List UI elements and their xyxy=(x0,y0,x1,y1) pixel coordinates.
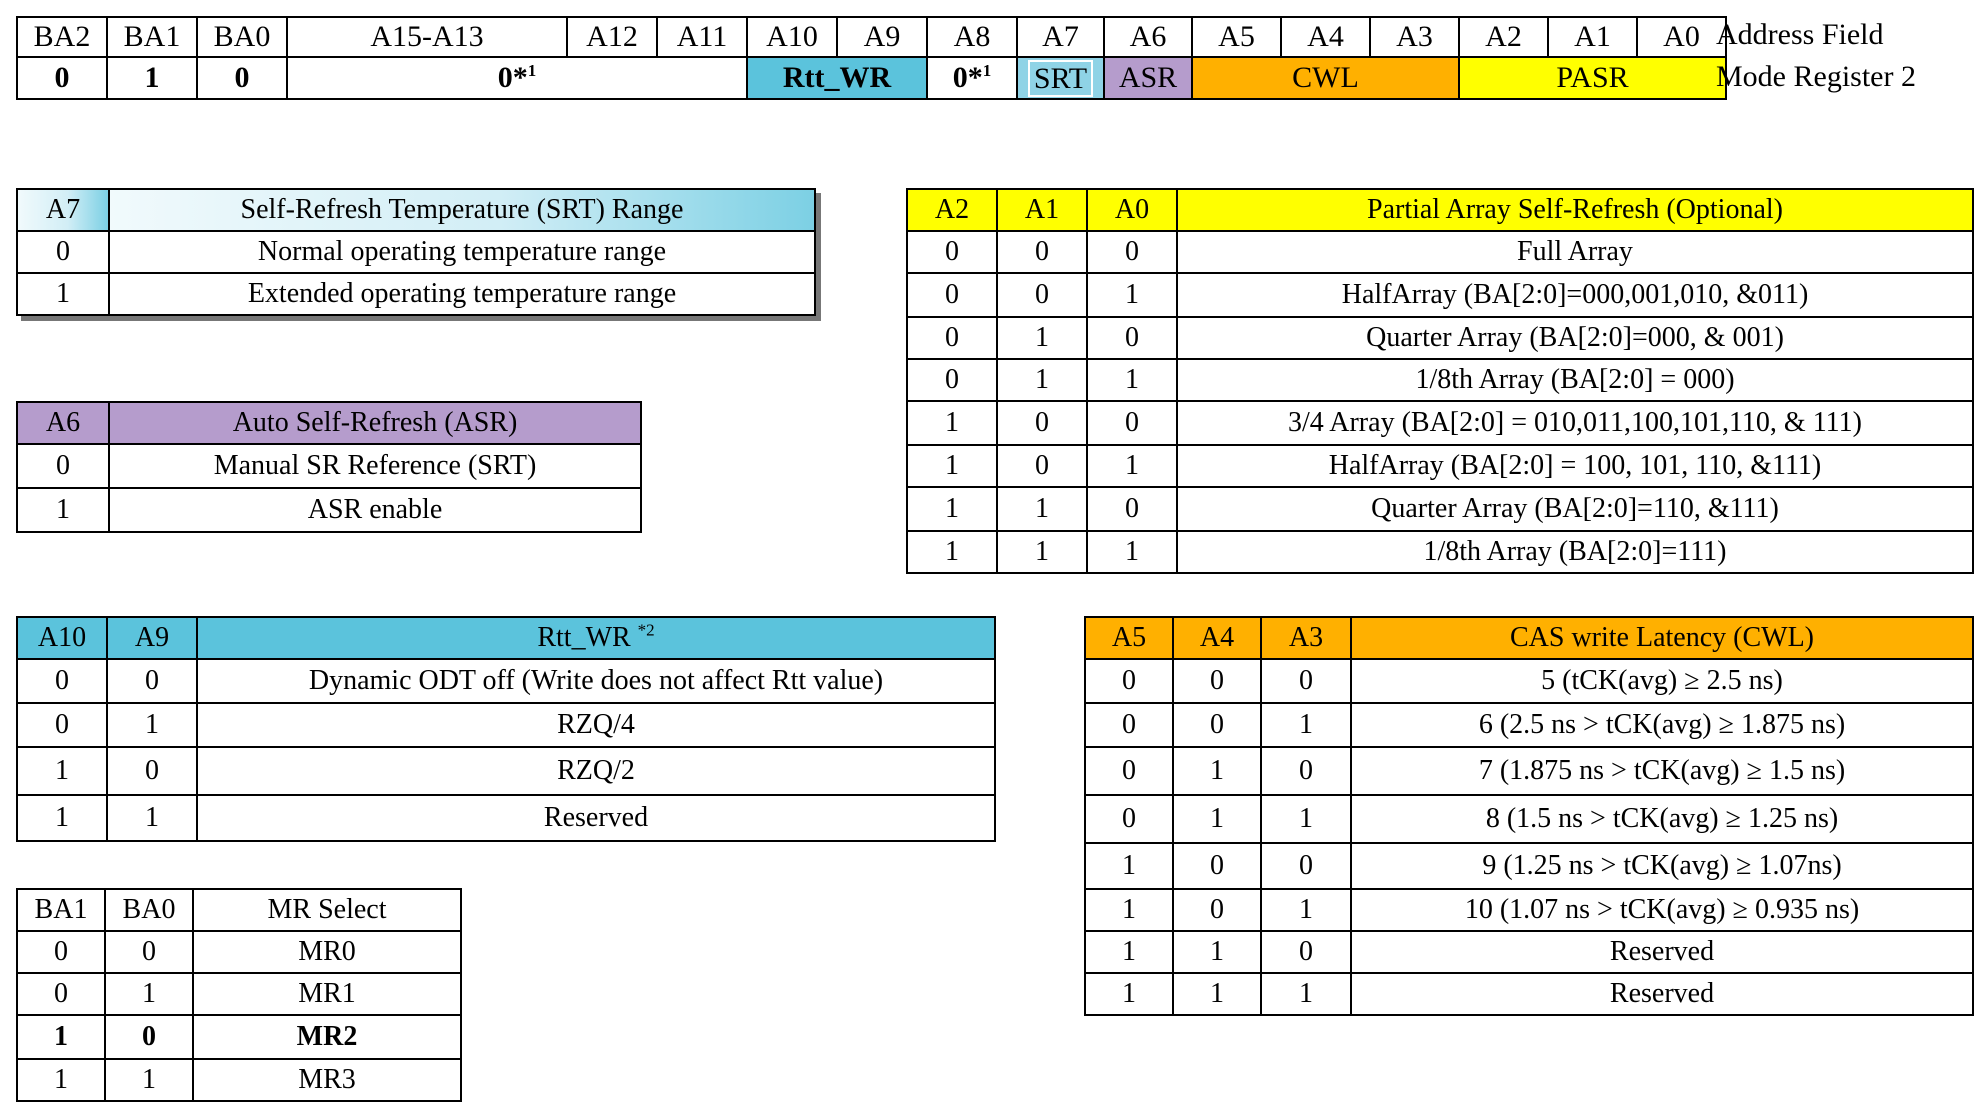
pasr-row-1-desc: HalfArray (BA[2:0]=000,001,010, &011) xyxy=(1177,273,1973,317)
value-pasr: PASR xyxy=(1459,57,1726,99)
srt-header-row xyxy=(17,189,815,231)
rtt-row-1-desc: RZQ/4 xyxy=(197,703,995,747)
table-row xyxy=(17,703,995,747)
table-row xyxy=(907,401,1973,445)
cwl-row-0-a3: 0 xyxy=(1261,659,1351,703)
header-a7: A7 xyxy=(1017,17,1104,57)
cwl-row-6-a4: 1 xyxy=(1173,931,1261,973)
srt-row-1-desc: Extended operating temperature range xyxy=(109,273,815,315)
rtt-header-row xyxy=(17,617,995,659)
table-row xyxy=(17,747,995,795)
cwl-row-2-a3: 0 xyxy=(1261,747,1351,795)
cwl-row-7-a5: 1 xyxy=(1085,973,1173,1015)
header-a10: A10 xyxy=(747,17,837,57)
pasr-header-a1: A1 xyxy=(997,189,1087,231)
pasr-row-1-a2: 0 xyxy=(907,273,997,317)
value-ba0: 0 xyxy=(197,57,287,99)
pasr-header-a2: A2 xyxy=(907,189,997,231)
table-row xyxy=(1085,889,1973,931)
asr-row-0-a6: 0 xyxy=(17,444,109,488)
cwl-row-6-desc: Reserved xyxy=(1351,931,1973,973)
pasr-header-title: Partial Array Self-Refresh (Optional) xyxy=(1177,189,1973,231)
header-a8: A8 xyxy=(927,17,1017,57)
header-ba0: BA0 xyxy=(197,17,287,57)
value-a15-a11-text: 0* xyxy=(497,61,528,94)
table-row xyxy=(17,931,461,973)
value-rtt-wr: Rtt_WR xyxy=(747,57,927,99)
cwl-row-0-desc: 5 (tCK(avg) ≥ 2.5 ns) xyxy=(1351,659,1973,703)
pasr-row-5-a2: 1 xyxy=(907,445,997,487)
rtt-header-a10: A10 xyxy=(17,617,107,659)
cwl-header-a3: A3 xyxy=(1261,617,1351,659)
pasr-row-2-a1: 1 xyxy=(997,317,1087,359)
pasr-row-6-a2: 1 xyxy=(907,487,997,531)
asr-row-0-desc: Manual SR Reference (SRT) xyxy=(109,444,641,488)
cwl-row-5-a4: 0 xyxy=(1173,889,1261,931)
rtt-row-2-desc: RZQ/2 xyxy=(197,747,995,795)
header-ba2: BA2 xyxy=(17,17,107,57)
table-row xyxy=(907,359,1973,401)
table-row xyxy=(1085,659,1973,703)
mr-row-3-select: MR3 xyxy=(193,1059,461,1101)
mr-row-1-ba1: 0 xyxy=(17,973,105,1015)
table-row xyxy=(1085,703,1973,747)
pasr-row-3-a1: 1 xyxy=(997,359,1087,401)
value-a15-a11 xyxy=(287,57,747,99)
header-a11: A11 xyxy=(657,17,747,57)
mr-row-3-ba0: 1 xyxy=(105,1059,193,1101)
pasr-table xyxy=(906,188,1974,574)
rtt-header-title-text: Rtt_WR xyxy=(537,622,631,653)
mr-row-1-ba0: 1 xyxy=(105,973,193,1015)
table-row xyxy=(907,487,1973,531)
cwl-row-3-a3: 1 xyxy=(1261,795,1351,843)
mr-row-2-select: MR2 xyxy=(193,1015,461,1059)
pasr-row-5-a0: 1 xyxy=(1087,445,1177,487)
address-field-label: Address Field xyxy=(1716,18,1884,51)
cwl-header-a5: A5 xyxy=(1085,617,1173,659)
table-row xyxy=(907,531,1973,573)
value-a8 xyxy=(927,57,1017,99)
cwl-row-4-a3: 0 xyxy=(1261,843,1351,889)
table-row xyxy=(17,1059,461,1101)
table-row xyxy=(17,444,641,488)
pasr-row-2-desc: Quarter Array (BA[2:0]=000, & 001) xyxy=(1177,317,1973,359)
header-a1: A1 xyxy=(1548,17,1637,57)
cwl-row-2-a5: 0 xyxy=(1085,747,1173,795)
header-a4: A4 xyxy=(1281,17,1370,57)
cwl-row-1-a4: 0 xyxy=(1173,703,1261,747)
asr-table xyxy=(16,401,642,533)
pasr-row-7-desc: 1/8th Array (BA[2:0]=111) xyxy=(1177,531,1973,573)
rtt-row-1-a9: 1 xyxy=(107,703,197,747)
cwl-row-3-a4: 1 xyxy=(1173,795,1261,843)
value-srt-text: SRT xyxy=(1028,60,1093,97)
cwl-row-0-a4: 0 xyxy=(1173,659,1261,703)
pasr-row-5-desc: HalfArray (BA[2:0] = 100, 101, 110, &111) xyxy=(1177,445,1973,487)
srt-row-0-desc: Normal operating temperature range xyxy=(109,231,815,273)
pasr-row-7-a2: 1 xyxy=(907,531,997,573)
cwl-row-4-a4: 0 xyxy=(1173,843,1261,889)
pasr-row-3-desc: 1/8th Array (BA[2:0] = 000) xyxy=(1177,359,1973,401)
srt-table xyxy=(16,188,816,316)
header-a2: A2 xyxy=(1459,17,1548,57)
value-ba2: 0 xyxy=(17,57,107,99)
pasr-row-3-a2: 0 xyxy=(907,359,997,401)
asr-header-title: Auto Self-Refresh (ASR) xyxy=(109,402,641,444)
cwl-row-1-a5: 0 xyxy=(1085,703,1173,747)
cwl-header-row xyxy=(1085,617,1973,659)
address-field-row xyxy=(17,17,1726,57)
pasr-row-4-a0: 0 xyxy=(1087,401,1177,445)
cwl-row-5-a5: 1 xyxy=(1085,889,1173,931)
cwl-row-1-a3: 1 xyxy=(1261,703,1351,747)
rtt-wr-table xyxy=(16,616,996,842)
header-a3: A3 xyxy=(1370,17,1459,57)
rtt-row-2-a10: 1 xyxy=(17,747,107,795)
footnote-1-marker-a8: 1 xyxy=(982,61,992,80)
table-row xyxy=(17,488,641,532)
cwl-row-6-a5: 1 xyxy=(1085,931,1173,973)
header-a12: A12 xyxy=(567,17,657,57)
cwl-row-2-desc: 7 (1.875 ns > tCK(avg) ≥ 1.5 ns) xyxy=(1351,747,1973,795)
pasr-row-0-a0: 0 xyxy=(1087,231,1177,273)
rtt-header-title xyxy=(197,617,995,659)
pasr-row-7-a0: 1 xyxy=(1087,531,1177,573)
pasr-row-4-desc: 3/4 Array (BA[2:0] = 010,011,100,101,110, & 111) xyxy=(1177,401,1973,445)
table-row xyxy=(907,273,1973,317)
table-row xyxy=(907,317,1973,359)
mr-select-table xyxy=(16,888,462,1102)
pasr-row-6-desc: Quarter Array (BA[2:0]=110, &111) xyxy=(1177,487,1973,531)
cwl-table xyxy=(1084,616,1974,1016)
mr-row-1-select: MR1 xyxy=(193,973,461,1015)
header-a6: A6 xyxy=(1104,17,1192,57)
srt-row-0-a7: 0 xyxy=(17,231,109,273)
footnote-2-marker: *2 xyxy=(637,620,655,640)
pasr-row-7-a1: 1 xyxy=(997,531,1087,573)
rtt-row-3-desc: Reserved xyxy=(197,795,995,841)
header-a15-a13: A15-A13 xyxy=(287,17,567,57)
rtt-row-0-a10: 0 xyxy=(17,659,107,703)
pasr-row-0-a1: 0 xyxy=(997,231,1087,273)
footnote-1-marker: 1 xyxy=(527,61,537,80)
rtt-row-0-a9: 0 xyxy=(107,659,197,703)
rtt-header-a9: A9 xyxy=(107,617,197,659)
table-row xyxy=(1085,973,1973,1015)
pasr-header-a0: A0 xyxy=(1087,189,1177,231)
pasr-row-0-desc: Full Array xyxy=(1177,231,1973,273)
pasr-row-2-a0: 0 xyxy=(1087,317,1177,359)
mr-row-3-ba1: 1 xyxy=(17,1059,105,1101)
pasr-row-4-a2: 1 xyxy=(907,401,997,445)
mr-row-0-select: MR0 xyxy=(193,931,461,973)
cwl-row-7-desc: Reserved xyxy=(1351,973,1973,1015)
pasr-header-row xyxy=(907,189,1973,231)
cwl-row-3-desc: 8 (1.5 ns > tCK(avg) ≥ 1.25 ns) xyxy=(1351,795,1973,843)
cwl-row-5-desc: 10 (1.07 ns > tCK(avg) ≥ 0.935 ns) xyxy=(1351,889,1973,931)
mr-row-2-ba1: 1 xyxy=(17,1015,105,1059)
cwl-row-6-a3: 0 xyxy=(1261,931,1351,973)
value-asr: ASR xyxy=(1104,57,1192,99)
pasr-row-1-a0: 1 xyxy=(1087,273,1177,317)
table-row xyxy=(907,445,1973,487)
srt-header-a7: A7 xyxy=(17,189,109,231)
table-row xyxy=(907,231,1973,273)
cwl-row-2-a4: 1 xyxy=(1173,747,1261,795)
srt-header-title: Self-Refresh Temperature (SRT) Range xyxy=(109,189,815,231)
asr-header-a6: A6 xyxy=(17,402,109,444)
mr-header-row xyxy=(17,889,461,931)
table-row xyxy=(17,231,815,273)
mr-row-0-ba0: 0 xyxy=(105,931,193,973)
header-a9: A9 xyxy=(837,17,927,57)
cwl-row-1-desc: 6 (2.5 ns > tCK(avg) ≥ 1.875 ns) xyxy=(1351,703,1973,747)
value-cwl: CWL xyxy=(1192,57,1459,99)
mr-header-ba1: BA1 xyxy=(17,889,105,931)
pasr-row-5-a1: 0 xyxy=(997,445,1087,487)
asr-row-1-desc: ASR enable xyxy=(109,488,641,532)
cwl-row-4-desc: 9 (1.25 ns > tCK(avg) ≥ 1.07ns) xyxy=(1351,843,1973,889)
header-ba1: BA1 xyxy=(107,17,197,57)
mr-header-select: MR Select xyxy=(193,889,461,931)
srt-row-1-a7: 1 xyxy=(17,273,109,315)
rtt-row-1-a10: 0 xyxy=(17,703,107,747)
pasr-row-0-a2: 0 xyxy=(907,231,997,273)
cwl-header-title: CAS write Latency (CWL) xyxy=(1351,617,1973,659)
rtt-row-3-a10: 1 xyxy=(17,795,107,841)
cwl-row-3-a5: 0 xyxy=(1085,795,1173,843)
table-row xyxy=(1085,931,1973,973)
rtt-row-0-desc: Dynamic ODT off (Write does not affect Rtt value) xyxy=(197,659,995,703)
mr-row-0-ba1: 0 xyxy=(17,931,105,973)
pasr-row-3-a0: 1 xyxy=(1087,359,1177,401)
mode-register-table xyxy=(16,16,1727,100)
cwl-row-5-a3: 1 xyxy=(1261,889,1351,931)
rtt-row-2-a9: 0 xyxy=(107,747,197,795)
table-row xyxy=(17,273,815,315)
header-a5: A5 xyxy=(1192,17,1281,57)
asr-row-1-a6: 1 xyxy=(17,488,109,532)
pasr-row-1-a1: 0 xyxy=(997,273,1087,317)
table-row xyxy=(17,1015,461,1059)
asr-header-row xyxy=(17,402,641,444)
cwl-row-7-a4: 1 xyxy=(1173,973,1261,1015)
cwl-row-4-a5: 1 xyxy=(1085,843,1173,889)
table-row xyxy=(17,795,995,841)
pasr-row-6-a1: 1 xyxy=(997,487,1087,531)
mr-row-2-ba0: 0 xyxy=(105,1015,193,1059)
pasr-row-4-a1: 0 xyxy=(997,401,1087,445)
table-row xyxy=(17,973,461,1015)
table-row xyxy=(1085,747,1973,795)
header-a0: A0 xyxy=(1637,17,1726,57)
mode-register-2-label: Mode Register 2 xyxy=(1716,60,1916,93)
table-row xyxy=(1085,795,1973,843)
table-row xyxy=(17,659,995,703)
pasr-row-2-a2: 0 xyxy=(907,317,997,359)
rtt-row-3-a9: 1 xyxy=(107,795,197,841)
cwl-row-0-a5: 0 xyxy=(1085,659,1173,703)
value-a8-text: 0* xyxy=(952,61,983,94)
cwl-row-7-a3: 1 xyxy=(1261,973,1351,1015)
mr-header-ba0: BA0 xyxy=(105,889,193,931)
pasr-row-6-a0: 0 xyxy=(1087,487,1177,531)
mode-register-values-row xyxy=(17,57,1726,99)
cwl-header-a4: A4 xyxy=(1173,617,1261,659)
value-srt xyxy=(1017,57,1104,99)
value-ba1: 1 xyxy=(107,57,197,99)
table-row xyxy=(1085,843,1973,889)
